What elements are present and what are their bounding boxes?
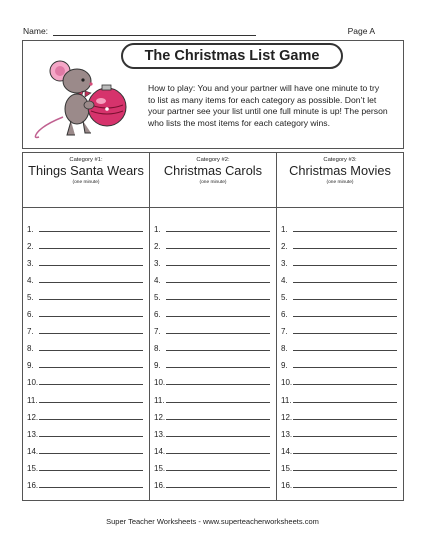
answer-line[interactable] (293, 332, 397, 334)
line-number: 15. (281, 463, 293, 473)
line-number: 9. (281, 361, 288, 371)
category-number: Category #2: (196, 157, 230, 163)
answer-row (154, 370, 270, 387)
line-number: 7. (27, 327, 34, 337)
answer-line[interactable] (39, 264, 143, 266)
line-number: 2. (27, 242, 34, 252)
answer-row (154, 439, 270, 456)
answer-line[interactable] (39, 366, 143, 368)
answer-line[interactable] (166, 315, 270, 317)
category-column (23, 153, 149, 500)
answer-line[interactable] (293, 247, 397, 249)
line-number: 1. (154, 225, 161, 235)
answer-row (27, 405, 143, 422)
answer-row (281, 336, 397, 353)
answer-line[interactable] (39, 435, 143, 437)
answer-line[interactable] (166, 332, 270, 334)
line-number: 5. (154, 293, 161, 303)
instructions-box (22, 40, 404, 149)
answer-line[interactable] (166, 247, 270, 249)
answer-row (154, 251, 270, 268)
answer-row (154, 302, 270, 319)
line-number: 13. (154, 429, 166, 439)
answer-line[interactable] (39, 383, 143, 385)
answer-row (281, 353, 397, 370)
answer-row (281, 217, 397, 234)
line-number: 10. (27, 378, 39, 388)
category-time: (one minute) (72, 179, 100, 185)
category-time: (one minute) (199, 179, 227, 185)
answer-rows (281, 217, 397, 490)
line-number: 2. (154, 242, 161, 252)
answer-row (281, 387, 397, 404)
line-number: 8. (27, 344, 34, 354)
answer-line[interactable] (166, 281, 270, 283)
line-number: 7. (154, 327, 161, 337)
line-number: 13. (27, 429, 39, 439)
answer-line[interactable] (293, 383, 397, 385)
page-label: Page A (347, 26, 375, 36)
answer-row (281, 268, 397, 285)
answer-line[interactable] (293, 486, 397, 488)
line-number: 4. (281, 276, 288, 286)
answer-line[interactable] (293, 469, 397, 471)
line-number: 8. (281, 344, 288, 354)
answer-line[interactable] (166, 469, 270, 471)
line-number: 4. (27, 276, 34, 286)
line-number: 1. (281, 225, 288, 235)
answer-line[interactable] (39, 349, 143, 351)
answer-row (154, 353, 270, 370)
answer-line[interactable] (166, 401, 270, 403)
answer-line[interactable] (39, 281, 143, 283)
answer-row (27, 370, 143, 387)
category-title: Christmas Carols (163, 163, 263, 178)
answer-row (281, 456, 397, 473)
line-number: 11. (154, 395, 165, 405)
line-number: 11. (27, 395, 38, 405)
answer-row (27, 336, 143, 353)
category-header (277, 153, 403, 208)
answer-line[interactable] (166, 298, 270, 300)
line-number: 3. (154, 259, 161, 269)
answer-row (154, 456, 270, 473)
category-column (149, 153, 276, 500)
answer-line[interactable] (293, 298, 397, 300)
answer-row (281, 251, 397, 268)
answer-line[interactable] (39, 247, 143, 249)
line-number: 13. (281, 429, 293, 439)
answer-row (27, 456, 143, 473)
answer-row (27, 285, 143, 302)
answer-line[interactable] (166, 452, 270, 454)
answer-row (281, 234, 397, 251)
answer-line[interactable] (166, 349, 270, 351)
footer-credit: Super Teacher Worksheets - www.superteacherworksheets.com (106, 517, 319, 526)
instructions-text: How to play: You and your partner will have one minute to try to list as many items for each category as possible. Don’t let your partner see your list until one full minute is up! The person who lists the most items for each category wins. (148, 83, 388, 128)
line-number: 5. (281, 293, 288, 303)
answer-row (27, 251, 143, 268)
line-number: 14. (27, 446, 39, 456)
answer-line[interactable] (39, 332, 143, 334)
answer-line[interactable] (39, 452, 143, 454)
name-field[interactable] (53, 35, 256, 36)
answer-row (154, 319, 270, 336)
answer-row (281, 422, 397, 439)
line-number: 10. (281, 378, 293, 388)
answer-row (154, 387, 270, 404)
answer-line[interactable] (166, 230, 270, 232)
answer-line[interactable] (293, 435, 397, 437)
answer-row (27, 353, 143, 370)
category-header (23, 153, 149, 208)
line-number: 12. (281, 412, 293, 422)
line-number: 2. (281, 242, 288, 252)
category-title: Christmas Movies (289, 163, 391, 178)
answer-line[interactable] (39, 230, 143, 232)
answer-row (27, 422, 143, 439)
line-number: 9. (154, 361, 161, 371)
line-number: 16. (281, 480, 293, 490)
answer-row (281, 285, 397, 302)
answer-row (154, 422, 270, 439)
answer-row (27, 473, 143, 490)
answer-line[interactable] (166, 264, 270, 266)
answer-row (154, 268, 270, 285)
answer-row (281, 370, 397, 387)
line-number: 5. (27, 293, 34, 303)
line-number: 12. (154, 412, 166, 422)
line-number: 8. (154, 344, 161, 354)
answer-line[interactable] (39, 418, 143, 420)
category-time: (one minute) (326, 179, 354, 185)
answer-row (27, 439, 143, 456)
answer-line[interactable] (166, 435, 270, 437)
line-number: 15. (27, 463, 39, 473)
line-number: 7. (281, 327, 288, 337)
answer-row (281, 473, 397, 490)
answer-row (154, 473, 270, 490)
answer-line[interactable] (39, 298, 143, 300)
answer-row (27, 319, 143, 336)
category-column (276, 153, 403, 500)
line-number: 6. (281, 310, 288, 320)
answer-line[interactable] (293, 349, 397, 351)
mouse-with-ornament-illustration (25, 47, 135, 147)
answer-line[interactable] (166, 383, 270, 385)
category-header (150, 153, 276, 208)
answer-line[interactable] (293, 366, 397, 368)
answer-row (281, 405, 397, 422)
answer-line[interactable] (166, 418, 270, 420)
answer-line[interactable] (39, 469, 143, 471)
line-number: 15. (154, 463, 166, 473)
answer-line[interactable] (293, 264, 397, 266)
answer-row (27, 268, 143, 285)
line-number: 12. (27, 412, 39, 422)
answer-line[interactable] (293, 452, 397, 454)
answer-line[interactable] (293, 230, 397, 232)
answer-line[interactable] (293, 418, 397, 420)
line-number: 4. (154, 276, 161, 286)
answer-row (27, 234, 143, 251)
name-label: Name: (23, 26, 49, 36)
category-number: Category #3: (323, 157, 357, 163)
line-number: 10. (154, 378, 166, 388)
answer-line[interactable] (166, 366, 270, 368)
answer-row (154, 234, 270, 251)
answer-row (154, 405, 270, 422)
line-number: 6. (154, 310, 161, 320)
worksheet-title: The Christmas List Game (121, 43, 343, 69)
answer-row (27, 217, 143, 234)
line-number: 9. (27, 361, 34, 371)
category-grid (22, 152, 404, 501)
answer-rows (154, 217, 270, 490)
answer-row (27, 302, 143, 319)
answer-line[interactable] (166, 486, 270, 488)
answer-line[interactable] (293, 315, 397, 317)
line-number: 3. (281, 259, 288, 269)
line-number: 14. (154, 446, 166, 456)
answer-row (281, 439, 397, 456)
answer-row (281, 319, 397, 336)
line-number: 16. (27, 480, 39, 490)
answer-row (281, 302, 397, 319)
answer-line[interactable] (293, 281, 397, 283)
answer-line[interactable] (293, 401, 397, 403)
line-number: 11. (281, 395, 292, 405)
answer-line[interactable] (39, 401, 143, 403)
line-number: 1. (27, 225, 34, 235)
category-title: Things Santa Wears (28, 163, 144, 178)
answer-row (27, 387, 143, 404)
answer-row (154, 217, 270, 234)
line-number: 3. (27, 259, 34, 269)
answer-row (154, 285, 270, 302)
line-number: 6. (27, 310, 34, 320)
line-number: 16. (154, 480, 166, 490)
answer-line[interactable] (39, 486, 143, 488)
answer-rows (27, 217, 143, 490)
answer-row (154, 336, 270, 353)
category-number: Category #1: (69, 157, 103, 163)
answer-line[interactable] (39, 315, 143, 317)
line-number: 14. (281, 446, 293, 456)
